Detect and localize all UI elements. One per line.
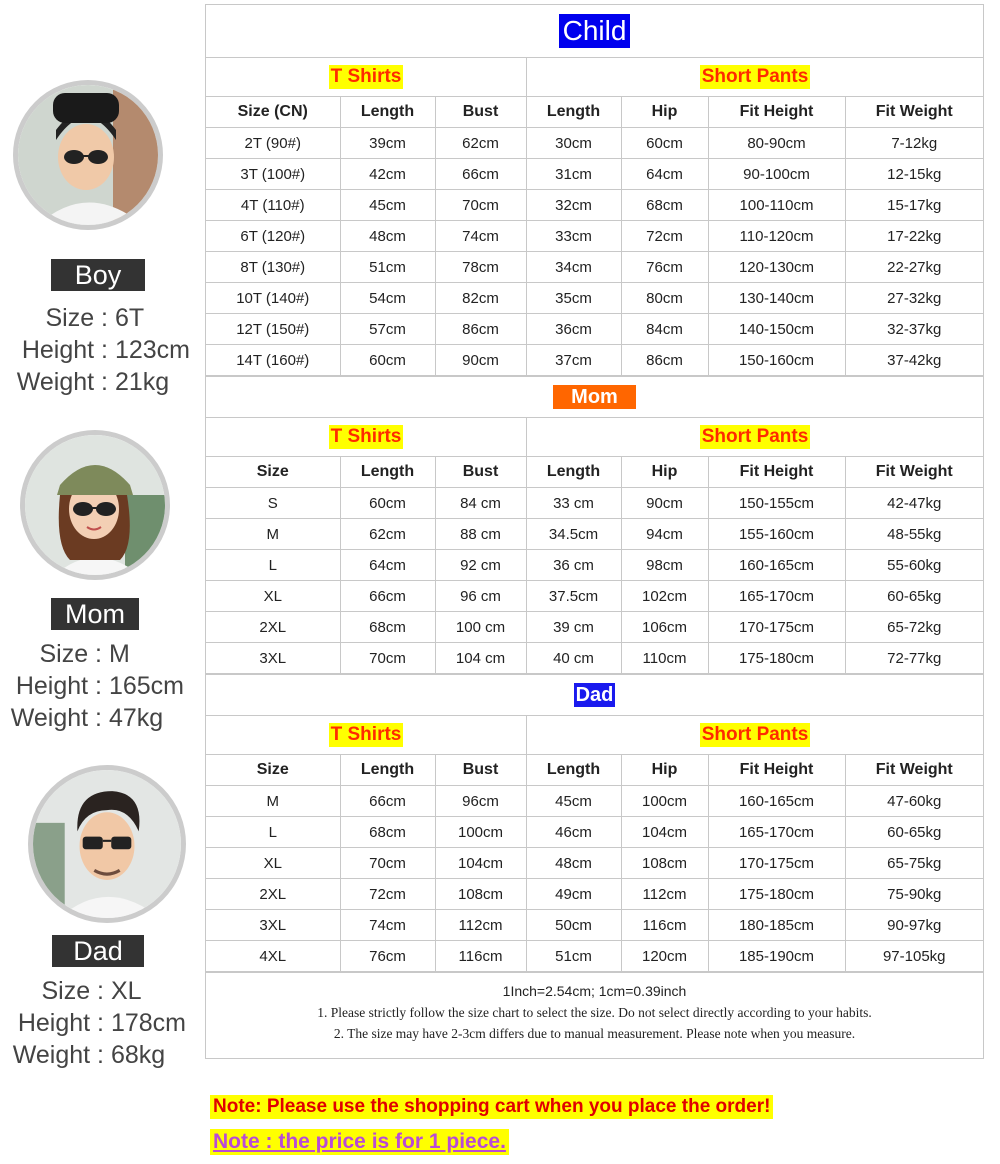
table-cell: 94cm: [621, 519, 708, 550]
table-row: [206, 612, 983, 643]
table-row: [206, 252, 983, 283]
table-cell: 47-60kg: [845, 786, 983, 817]
table-cell: 68cm: [621, 190, 708, 221]
table-cell: 4XL: [206, 941, 340, 972]
table-cell: 116cm: [435, 941, 526, 972]
table-cell: 68cm: [340, 612, 435, 643]
mom-info: [0, 638, 184, 734]
table-row: [206, 488, 983, 519]
table-cell: 160-165cm: [708, 550, 845, 581]
table-cell: 3XL: [206, 910, 340, 941]
column-header: Hip: [621, 97, 708, 128]
column-header: Fit Height: [708, 97, 845, 128]
table-cell: 100cm: [621, 786, 708, 817]
table-cell: 64cm: [621, 159, 708, 190]
table-cell: S: [206, 488, 340, 519]
table-cell: 104cm: [435, 848, 526, 879]
column-header: Size (CN): [206, 97, 340, 128]
table-cell: 46cm: [526, 817, 621, 848]
table-cell: 32cm: [526, 190, 621, 221]
table-row: [206, 879, 983, 910]
table-cell: 88 cm: [435, 519, 526, 550]
table-cell: 22-27kg: [845, 252, 983, 283]
table-cell: 32-37kg: [845, 314, 983, 345]
table-cell: 6T (120#): [206, 221, 340, 252]
table-cell: 42-47kg: [845, 488, 983, 519]
table-cell: 15-17kg: [845, 190, 983, 221]
table-cell: 31cm: [526, 159, 621, 190]
table-cell: 51cm: [340, 252, 435, 283]
table-cell: 48cm: [340, 221, 435, 252]
child-title: Child: [559, 14, 631, 48]
column-header: Fit Weight: [845, 97, 983, 128]
table-cell: 185-190cm: [708, 941, 845, 972]
dad-section-title: [206, 674, 983, 716]
table-cell: 96 cm: [435, 581, 526, 612]
boy-tag: Boy: [51, 259, 145, 291]
table-cell: 14T (160#): [206, 345, 340, 376]
model-panel: [0, 0, 205, 1090]
table-cell: 10T (140#): [206, 283, 340, 314]
table-cell: 37-42kg: [845, 345, 983, 376]
table-cell: 140-150cm: [708, 314, 845, 345]
table-cell: 76cm: [621, 252, 708, 283]
mom-group-header: [206, 418, 983, 457]
column-header: Fit Weight: [845, 457, 983, 488]
table-cell: 170-175cm: [708, 848, 845, 879]
table-row: [206, 817, 983, 848]
column-header: Length: [526, 97, 621, 128]
table-cell: 66cm: [340, 581, 435, 612]
table-cell: 175-180cm: [708, 879, 845, 910]
table-row: [206, 643, 983, 674]
table-cell: 165-170cm: [708, 581, 845, 612]
table-cell: L: [206, 817, 340, 848]
table-cell: 170-175cm: [708, 612, 845, 643]
table-cell: 48cm: [526, 848, 621, 879]
table-cell: 72cm: [621, 221, 708, 252]
table-row: [206, 345, 983, 376]
table-cell: 12-15kg: [845, 159, 983, 190]
table-row: [206, 159, 983, 190]
table-cell: 165-170cm: [708, 817, 845, 848]
table-cell: 62cm: [340, 519, 435, 550]
table-cell: 104cm: [621, 817, 708, 848]
table-cell: 78cm: [435, 252, 526, 283]
table-cell: 110-120cm: [708, 221, 845, 252]
table-cell: 70cm: [340, 643, 435, 674]
table-cell: 51cm: [526, 941, 621, 972]
column-header: Bust: [435, 755, 526, 786]
table-cell: 2XL: [206, 879, 340, 910]
table-cell: 66cm: [435, 159, 526, 190]
table-cell: 2XL: [206, 612, 340, 643]
table-cell: 34.5cm: [526, 519, 621, 550]
table-row: [206, 128, 983, 159]
tshirts-label: T Shirts: [330, 426, 402, 447]
table-cell: 96cm: [435, 786, 526, 817]
dad-title: Dad: [575, 684, 614, 706]
column-header: Length: [340, 97, 435, 128]
dad-size: XL: [110, 977, 142, 1005]
table-cell: 50cm: [526, 910, 621, 941]
table-cell: 68cm: [340, 817, 435, 848]
boy-avatar-icon: [13, 80, 163, 230]
child-group-header: [206, 58, 983, 97]
tshirts-label: T Shirts: [330, 66, 402, 87]
table-cell: 116cm: [621, 910, 708, 941]
table-cell: 86cm: [621, 345, 708, 376]
dad-group-header: [206, 716, 983, 755]
table-cell: 36cm: [526, 314, 621, 345]
table-cell: 120-130cm: [708, 252, 845, 283]
table-row: [206, 190, 983, 221]
table-cell: 12T (150#): [206, 314, 340, 345]
table-cell: 30cm: [526, 128, 621, 159]
table-row: [206, 221, 983, 252]
height-label: Height :: [17, 1009, 104, 1037]
table-cell: 60cm: [340, 488, 435, 519]
table-row: [206, 910, 983, 941]
short-pants-label: Short Pants: [701, 66, 809, 87]
dad-info: [0, 975, 186, 1071]
table-row: [206, 786, 983, 817]
table-cell: 80cm: [621, 283, 708, 314]
table-cell: 98cm: [621, 550, 708, 581]
column-header: Length: [526, 457, 621, 488]
weight-label: Weight :: [12, 1041, 104, 1069]
table-cell: 35cm: [526, 283, 621, 314]
dad-height: 178cm: [110, 1009, 186, 1037]
mom-weight: 47kg: [108, 704, 164, 732]
size-label: Size :: [39, 640, 102, 668]
size-label: Size :: [41, 977, 104, 1005]
table-row: [206, 314, 983, 345]
table-cell: 62cm: [435, 128, 526, 159]
column-header: Bust: [435, 457, 526, 488]
table-cell: 175-180cm: [708, 643, 845, 674]
table-cell: 150-160cm: [708, 345, 845, 376]
table-cell: 36 cm: [526, 550, 621, 581]
table-cell: 39cm: [340, 128, 435, 159]
table-cell: 4T (110#): [206, 190, 340, 221]
column-header: Fit Height: [708, 457, 845, 488]
table-cell: 160-165cm: [708, 786, 845, 817]
table-cell: 60-65kg: [845, 817, 983, 848]
column-header: Fit Weight: [845, 755, 983, 786]
table-cell: 33 cm: [526, 488, 621, 519]
table-header-row: [206, 97, 983, 128]
table-cell: 80-90cm: [708, 128, 845, 159]
table-cell: 64cm: [340, 550, 435, 581]
weight-label: Weight :: [10, 704, 102, 732]
child-section-title: [206, 5, 983, 58]
column-header: Length: [526, 755, 621, 786]
table-cell: L: [206, 550, 340, 581]
table-row: [206, 848, 983, 879]
table-cell: 60-65kg: [845, 581, 983, 612]
table-cell: 90cm: [621, 488, 708, 519]
table-cell: 84cm: [621, 314, 708, 345]
table-cell: 90-97kg: [845, 910, 983, 941]
table-cell: 2T (90#): [206, 128, 340, 159]
table-cell: 65-75kg: [845, 848, 983, 879]
table-cell: 106cm: [621, 612, 708, 643]
table-row: [206, 550, 983, 581]
table-cell: 104 cm: [435, 643, 526, 674]
table-cell: 60cm: [340, 345, 435, 376]
column-header: Bust: [435, 97, 526, 128]
column-header: Length: [340, 457, 435, 488]
table-cell: 40 cm: [526, 643, 621, 674]
table-cell: 34cm: [526, 252, 621, 283]
column-header: Hip: [621, 755, 708, 786]
height-label: Height :: [15, 672, 102, 700]
column-header: Length: [340, 755, 435, 786]
table-cell: 92 cm: [435, 550, 526, 581]
mom-height: 165cm: [108, 672, 184, 700]
mom-size-table: [206, 457, 983, 674]
table-row: [206, 581, 983, 612]
table-cell: M: [206, 519, 340, 550]
table-cell: 37cm: [526, 345, 621, 376]
note-line-1: 1. Please strictly follow the size chart to select the size. Do not select directly according to your habits.: [317, 1005, 872, 1020]
table-cell: 3T (100#): [206, 159, 340, 190]
table-row: [206, 283, 983, 314]
table-cell: 65-72kg: [845, 612, 983, 643]
tshirts-label: T Shirts: [330, 724, 402, 745]
size-chart: [205, 4, 984, 1059]
table-row: [206, 941, 983, 972]
mom-tag: Mom: [51, 598, 139, 630]
table-cell: 55-60kg: [845, 550, 983, 581]
table-cell: 120cm: [621, 941, 708, 972]
table-cell: 49cm: [526, 879, 621, 910]
table-cell: 86cm: [435, 314, 526, 345]
table-cell: 42cm: [340, 159, 435, 190]
table-cell: 45cm: [526, 786, 621, 817]
height-label: Height :: [21, 336, 108, 364]
table-cell: 108cm: [621, 848, 708, 879]
table-cell: 60cm: [621, 128, 708, 159]
column-header: Size: [206, 457, 340, 488]
measurement-notes: [206, 972, 983, 1058]
table-cell: 100-110cm: [708, 190, 845, 221]
table-cell: 70cm: [340, 848, 435, 879]
boy-info: [0, 302, 190, 398]
shopping-cart-note: Note: Please use the shopping cart when you place the order!: [210, 1095, 773, 1119]
dad-weight: 68kg: [110, 1041, 166, 1069]
table-cell: 54cm: [340, 283, 435, 314]
table-cell: 27-32kg: [845, 283, 983, 314]
column-header: Fit Height: [708, 755, 845, 786]
table-cell: 112cm: [435, 910, 526, 941]
table-cell: 8T (130#): [206, 252, 340, 283]
table-cell: 180-185cm: [708, 910, 845, 941]
table-cell: 66cm: [340, 786, 435, 817]
boy-height: 123cm: [114, 336, 190, 364]
table-cell: 75-90kg: [845, 879, 983, 910]
table-cell: 57cm: [340, 314, 435, 345]
table-cell: 84 cm: [435, 488, 526, 519]
column-header: Hip: [621, 457, 708, 488]
child-size-table: [206, 97, 983, 376]
table-cell: 74cm: [435, 221, 526, 252]
table-cell: 3XL: [206, 643, 340, 674]
table-cell: 100 cm: [435, 612, 526, 643]
mom-avatar-icon: [20, 430, 170, 580]
note-line-2: 2. The size may have 2-3cm differs due to manual measurement. Please note when you measure.: [333, 1026, 856, 1041]
price-note: Note : the price is for 1 piece.: [210, 1129, 509, 1155]
table-cell: 70cm: [435, 190, 526, 221]
table-cell: 45cm: [340, 190, 435, 221]
conversion-note: 1Inch=2.54cm; 1cm=0.39inch: [502, 983, 687, 999]
dad-size-table: [206, 755, 983, 972]
table-cell: 97-105kg: [845, 941, 983, 972]
table-cell: 108cm: [435, 879, 526, 910]
short-pants-label: Short Pants: [701, 724, 809, 745]
table-header-row: [206, 457, 983, 488]
table-cell: 74cm: [340, 910, 435, 941]
size-label: Size :: [45, 304, 108, 332]
weight-label: Weight :: [16, 368, 108, 396]
table-cell: 76cm: [340, 941, 435, 972]
short-pants-label: Short Pants: [701, 426, 809, 447]
table-cell: M: [206, 786, 340, 817]
table-cell: 90-100cm: [708, 159, 845, 190]
mom-section-title: [206, 376, 983, 418]
table-cell: 72cm: [340, 879, 435, 910]
table-header-row: [206, 755, 983, 786]
table-cell: 72-77kg: [845, 643, 983, 674]
table-row: [206, 519, 983, 550]
table-cell: 33cm: [526, 221, 621, 252]
table-cell: XL: [206, 581, 340, 612]
mom-size: M: [108, 640, 130, 668]
boy-weight: 21kg: [114, 368, 170, 396]
table-cell: 37.5cm: [526, 581, 621, 612]
dad-tag: Dad: [52, 935, 144, 967]
column-header: Size: [206, 755, 340, 786]
table-cell: 82cm: [435, 283, 526, 314]
table-cell: 90cm: [435, 345, 526, 376]
table-cell: 100cm: [435, 817, 526, 848]
table-cell: 17-22kg: [845, 221, 983, 252]
table-cell: XL: [206, 848, 340, 879]
mom-title: Mom: [553, 385, 636, 409]
table-cell: 112cm: [621, 879, 708, 910]
table-cell: 150-155cm: [708, 488, 845, 519]
boy-size: 6T: [114, 304, 145, 332]
table-cell: 102cm: [621, 581, 708, 612]
table-cell: 155-160cm: [708, 519, 845, 550]
table-cell: 39 cm: [526, 612, 621, 643]
table-cell: 130-140cm: [708, 283, 845, 314]
table-cell: 48-55kg: [845, 519, 983, 550]
table-cell: 7-12kg: [845, 128, 983, 159]
table-cell: 110cm: [621, 643, 708, 674]
dad-avatar-icon: [28, 765, 186, 923]
